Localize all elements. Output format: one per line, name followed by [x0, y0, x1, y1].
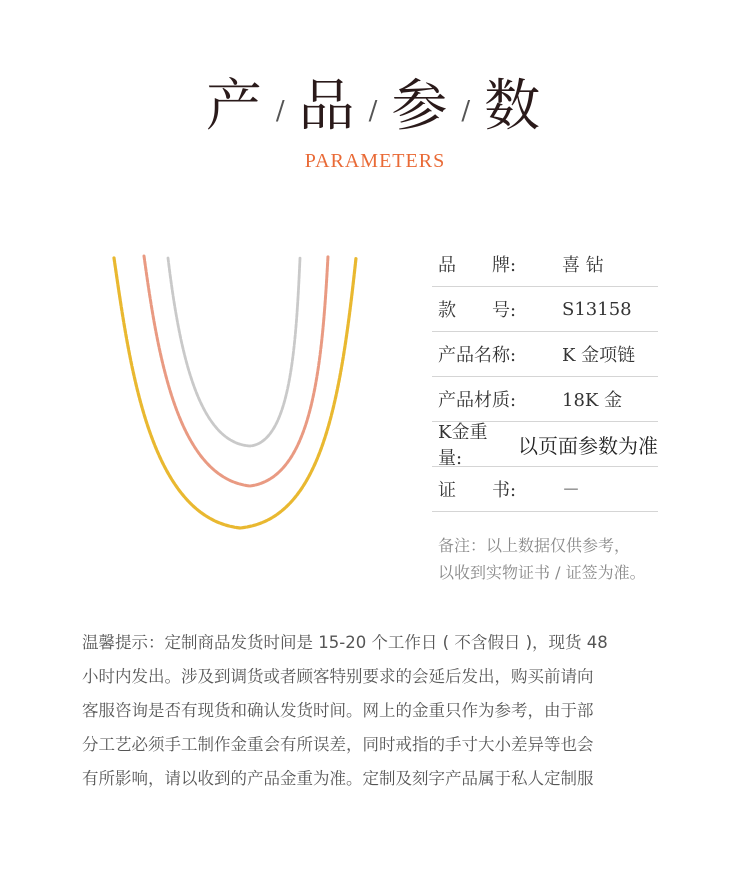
silver-chain	[168, 258, 300, 446]
param-label: 证 书:	[438, 480, 517, 501]
tips-line: 分工艺必须手工制作金重会有所误差，同时戒指的手寸大小差异等也会	[82, 735, 594, 754]
param-value: K 金项链	[562, 345, 636, 366]
parameter-table	[432, 242, 658, 512]
param-label: 产品名称:	[438, 345, 517, 366]
remark-line: 以收到实物证书 / 证签为准。	[438, 563, 646, 582]
warm-tips	[82, 626, 682, 796]
param-row-name	[432, 332, 658, 377]
param-row-material	[432, 377, 658, 422]
title-char: 品	[298, 74, 359, 139]
param-label: 款 号:	[438, 300, 517, 321]
tips-line: 温馨提示：定制商品发货时间是 15-20 个工作日 ( 不含假日 )，现货 48	[82, 633, 608, 652]
title-separator: /	[368, 95, 382, 126]
remark-note	[438, 532, 646, 586]
param-value: S13158	[562, 298, 632, 320]
title-char: 产	[205, 74, 266, 139]
page-subtitle: PARAMETERS	[304, 150, 446, 172]
page-title	[0, 62, 750, 142]
title-separator: /	[275, 95, 289, 126]
param-row-certificate	[432, 467, 658, 512]
param-value: 喜 钻	[562, 255, 604, 276]
param-row-model	[432, 287, 658, 332]
title-char: 参	[391, 74, 452, 139]
param-row-brand	[432, 242, 658, 287]
param-value: 18K 金	[562, 390, 623, 411]
param-label: K金重量:	[438, 422, 488, 469]
param-value: 以页面参数为准	[518, 433, 658, 458]
title-separator: /	[461, 95, 475, 126]
remark-line: 备注：以上数据仅供参考，	[438, 536, 631, 555]
necklace-image	[100, 248, 380, 548]
param-label: 产品材质:	[438, 390, 517, 411]
param-value: －	[562, 480, 580, 501]
tips-line: 小时内发出。涉及到调货或者顾客特别要求的会延后发出，购买前请向	[82, 667, 594, 686]
param-label: 品 牌:	[438, 255, 517, 276]
tips-line: 有所影响，请以收到的产品金重为准。定制及刻字产品属于私人定制服	[82, 769, 594, 788]
title-char: 数	[484, 74, 545, 139]
param-row-weight	[432, 422, 658, 467]
tips-line: 客服咨询是否有现货和确认发货时间。网上的金重只作为参考，由于部	[82, 701, 594, 720]
